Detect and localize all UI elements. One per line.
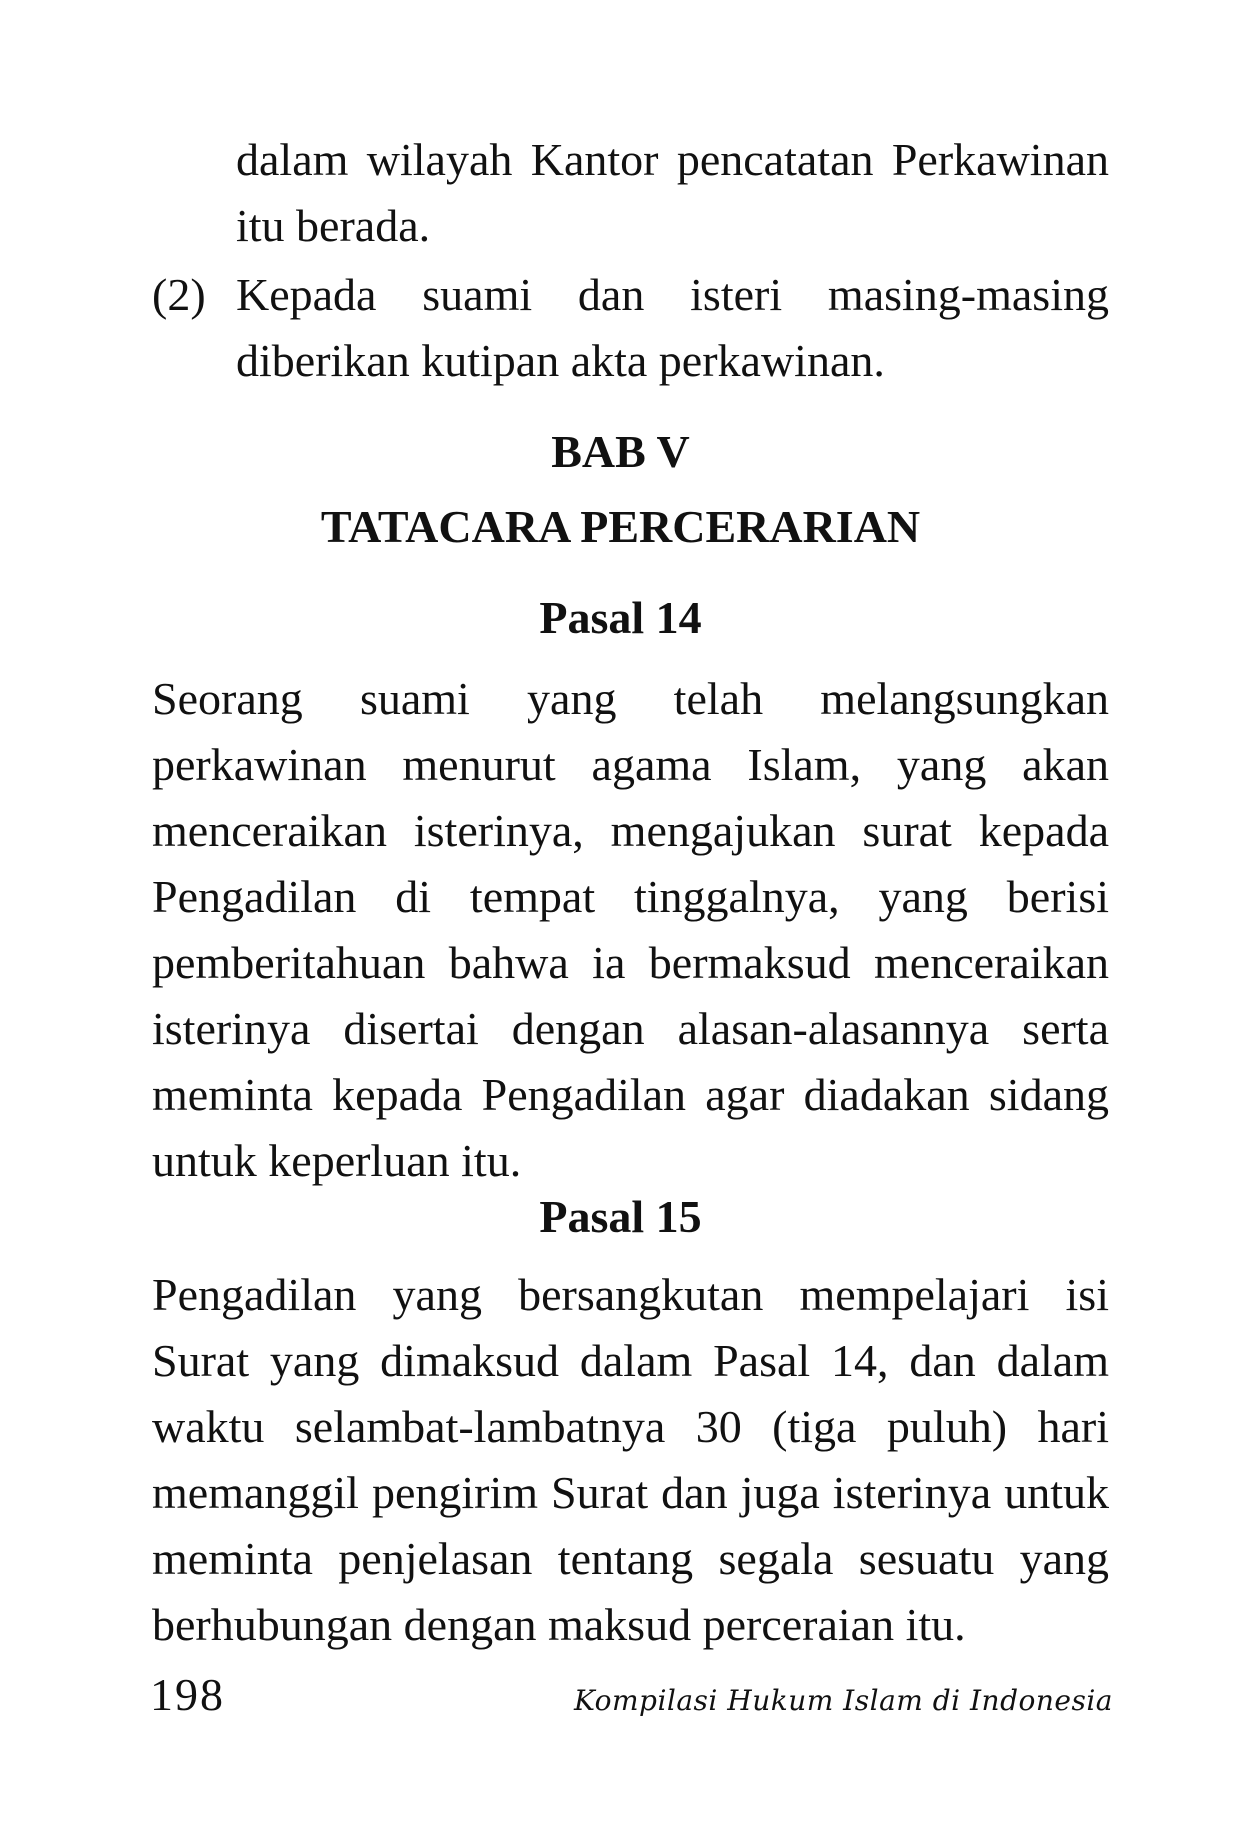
item-number: (2) xyxy=(152,269,206,320)
running-footer-title: Kompilasi Hukum Islam di Indonesia xyxy=(573,1684,1113,1717)
article-14-paragraph: Seorang suami yang telah melangsungkan perkawinan menurut agama Islam, yang akan menceraikan isterinya, mengajukan surat kepada Pengadilan di tempat tinggalnya, yang berisi pemberitahuan bahwa ia bermaksud menceraikan isterinya disertai dengan alasan-alasannya serta meminta kepada Pengadilan agar diadakan sidang untuk keperluan itu. xyxy=(152,673,1109,1186)
page-number: 198 xyxy=(150,1669,225,1720)
item-paragraph: Kepada suami dan isteri masing-masing diberikan kutipan akta perkawinan. xyxy=(236,269,1109,386)
article-15-paragraph: Pengadilan yang bersangkutan mempelajari isi Surat yang dimaksud dalam Pasal 14, dan dalam waktu selambat-lambatnya 30 (tiga puluh) hari memanggil pengirim Surat dan juga isterinya untuk meminta penjelasan tentang segala sesuatu yang berhubungan dengan maksud perceraian itu. xyxy=(152,1269,1109,1650)
chapter-title: TATACARA PERCERARIAN xyxy=(320,501,921,552)
article-15-heading: Pasal 15 xyxy=(539,1191,702,1242)
article-14-heading: Pasal 14 xyxy=(539,592,702,643)
continued-paragraph: dalam wilayah Kantor pencatatan Perkawinan itu berada. xyxy=(236,134,1109,251)
chapter-label: BAB V xyxy=(551,426,690,477)
